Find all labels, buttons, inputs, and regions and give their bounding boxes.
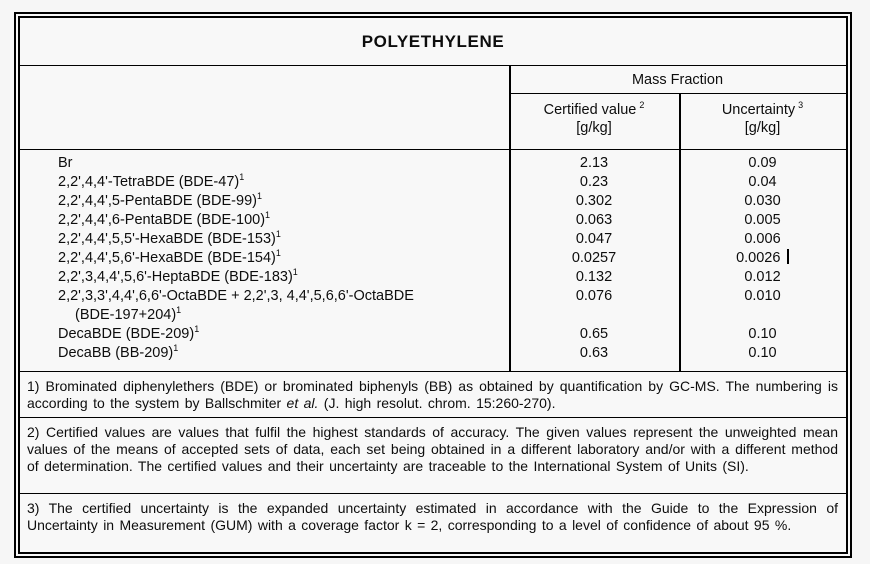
- uncertainty-value: 0.005: [744, 211, 781, 228]
- uncertainty-column-header: [679, 94, 846, 149]
- footnote-1: [20, 371, 846, 417]
- column-label: Certified value: [543, 102, 637, 119]
- footnote-ref-1: 1: [173, 342, 179, 353]
- compound-name: 2,2',4,4',5-PentaBDE $(BDE-99)^1$: [58, 190, 262, 209]
- compound-name: Br: [58, 154, 73, 171]
- table-row: [20, 287, 846, 325]
- footnote-ref-2: 2: [639, 100, 645, 111]
- table-row: [20, 268, 846, 287]
- compound-name: 2,2',3,3',4,4',6,6'-OctaBDE + 2,2',3, 4,4',5,6,6'-OctaBDE $(BDE-197+204)^1$: [58, 287, 414, 323]
- footnote-text: (J. high resolut. chrom. 15:260-270).: [318, 395, 556, 411]
- table-row: [20, 173, 846, 192]
- table-row: [20, 192, 846, 211]
- footnote-ref-1: 1: [292, 266, 298, 277]
- footnote-ref-1: 1: [265, 209, 271, 220]
- compound-name: 2,2',4,4'-TetraBDE $(BDE-47)^1$: [58, 171, 245, 190]
- compound-name: 2,2',4,4',5,5'-HexaBDE $(BDE-153)^1$: [58, 228, 281, 247]
- compound-name: DecaBDE $(BDE-209)^1$: [58, 323, 200, 342]
- uncertainty-value: 0.006: [744, 230, 781, 247]
- empty-header-cell: [20, 66, 509, 149]
- certified-value: 0.076: [575, 287, 613, 304]
- certified-value-unit: [g/kg]: [576, 120, 612, 137]
- footnote-ref-1: 1: [239, 171, 245, 182]
- certified-value: 0.132: [575, 268, 613, 285]
- uncertainty-value: 0.04: [748, 173, 777, 190]
- compound-name: 2,2',4,4',6-PentaBDE $(BDE-100)^1$: [58, 209, 271, 228]
- column-label: Uncertainty: [721, 102, 796, 119]
- mass-fraction-header: Mass Fraction: [509, 66, 846, 94]
- footnote-text: 3) The certified uncertainty is the expanded uncertainty estimated in accordance with the Guide to the Expression of Uncertainty in Measurement (GUM) with a coverage factor k = 2, corresponding to a level of confidence of about 95 %.: [27, 500, 838, 533]
- uncertainty-unit: [g/kg]: [744, 120, 781, 137]
- footnote-ref-1: 1: [275, 247, 281, 258]
- column-divider-1: [509, 150, 511, 372]
- footnotes-section: [20, 371, 846, 554]
- certified-value: 0.302: [575, 192, 613, 209]
- compound-name: 2,2',3,4,4',5,6'-HeptaBDE $(BDE-183)^1$: [58, 266, 298, 285]
- footnote-ref-1: 1: [275, 228, 281, 239]
- table-row: [20, 154, 846, 173]
- footnote-text: 2) Certified values are values that fulfil the highest standards of accuracy. The given values represent the unweighted mean values of the means of accepted sets of data, each set being obtained in a different laboratory and/or with a different method of determination. The certified values and their uncertainty are traceable to the International System of Units (SI).: [27, 424, 838, 474]
- footnote-2: [20, 417, 846, 493]
- table-row: [20, 344, 846, 363]
- table-body: [20, 149, 846, 372]
- uncertainty-value: 0.012: [744, 268, 781, 285]
- column-divider-2: [679, 94, 681, 149]
- certified-value: 0.0257: [571, 249, 617, 266]
- certificate-table: [14, 12, 852, 558]
- column-divider-2: [679, 150, 681, 372]
- uncertainty-value: 0.030: [744, 192, 781, 209]
- footnote-text: 1) Brominated diphenylethers (BDE) or brominated biphenyls (BB) as obtained by quantification by GC-MS. The numbering is according to the system by Ballschmiter: [27, 378, 838, 411]
- uncertainty-value: 0.10: [748, 344, 777, 361]
- certified-value-label-line: [544, 101, 645, 119]
- certified-value: 0.047: [575, 230, 613, 247]
- certified-value-column-header: [509, 94, 679, 149]
- uncertainty-label-line: [722, 101, 803, 119]
- certified-value: 0.23: [579, 173, 609, 190]
- certified-value: 2.13: [579, 154, 609, 171]
- footnote-ref-1: 1: [256, 190, 262, 201]
- uncertainty-value: 0.0026: [679, 249, 846, 268]
- text-cursor: [787, 249, 789, 264]
- uncertainty-value: 0.09: [748, 154, 777, 171]
- footnote-ref-3: 3: [798, 100, 804, 111]
- table-header: [20, 66, 846, 149]
- footnote-ref-1: 1: [194, 323, 200, 334]
- table-row: [20, 211, 846, 230]
- table-title: POLYETHYLENE: [20, 18, 846, 66]
- footnote-3: [20, 493, 846, 554]
- table-row: [20, 230, 846, 249]
- column-divider-1: [509, 66, 511, 149]
- uncertainty-value: 0.010: [744, 287, 781, 304]
- compound-name: 2,2',4,4',5,6'-HexaBDE $(BDE-154)^1$: [58, 247, 281, 266]
- footnote-text-italic: et al.: [286, 395, 319, 411]
- footnote-ref-1: 1: [176, 304, 182, 315]
- certified-value: 0.65: [579, 325, 609, 342]
- table-row: [20, 325, 846, 344]
- uncertainty-value: 0.10: [748, 325, 777, 342]
- table-row: [20, 249, 846, 268]
- certified-value: 0.63: [579, 344, 609, 361]
- certified-value: 0.063: [575, 211, 613, 228]
- compound-name: DecaBB $(BB-209)^1$: [58, 342, 179, 361]
